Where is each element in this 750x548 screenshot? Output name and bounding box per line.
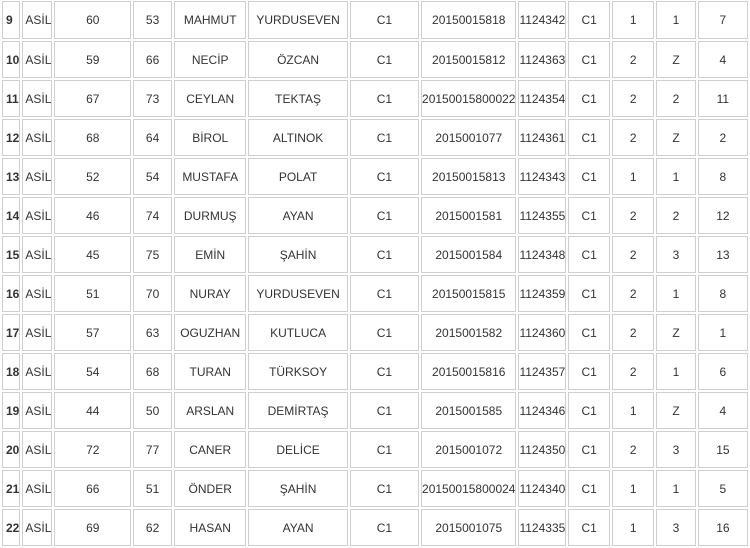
- rank-cell: 16: [698, 509, 748, 546]
- reference-number-cell: 2015001581: [421, 197, 516, 234]
- class-cell-2: C1: [568, 509, 610, 546]
- table-row: [2, 509, 748, 546]
- class-cell: C1: [350, 158, 419, 195]
- row-number: 10: [2, 41, 20, 78]
- class-cell-2: C1: [568, 119, 610, 156]
- first-name-cell: NURAY: [174, 275, 246, 312]
- id-number-cell: 1124335: [518, 509, 566, 546]
- class-cell: C1: [350, 119, 419, 156]
- code-cell: Z: [656, 41, 695, 78]
- rank-cell: 11: [698, 80, 748, 117]
- rank-cell: 12: [698, 197, 748, 234]
- reference-number-cell: 20150015800024: [421, 470, 516, 507]
- last-name-cell: ÖZCAN: [248, 41, 347, 78]
- row-number: 19: [2, 392, 20, 429]
- group-cell: 1: [612, 392, 654, 429]
- class-cell-2: C1: [568, 41, 610, 78]
- reference-number-cell: 20150015818: [421, 1, 516, 39]
- score-a-cell: 67: [54, 80, 131, 117]
- last-name-cell: DEMİRTAŞ: [248, 392, 347, 429]
- rank-cell: 5: [698, 470, 748, 507]
- class-cell: C1: [350, 41, 419, 78]
- id-number-cell: 1124363: [518, 41, 566, 78]
- reference-number-cell: 20150015800022: [421, 80, 516, 117]
- row-number: 9: [2, 1, 20, 39]
- class-cell: C1: [350, 236, 419, 273]
- last-name-cell: KUTLUCA: [248, 314, 347, 351]
- row-number: 21: [2, 470, 20, 507]
- code-cell: 3: [656, 236, 695, 273]
- score-a-cell: 51: [54, 275, 131, 312]
- class-cell: C1: [350, 197, 419, 234]
- score-b-cell: 75: [133, 236, 172, 273]
- status-cell: ASİL: [22, 197, 52, 234]
- id-number-cell: 1124357: [518, 353, 566, 390]
- first-name-cell: DURMUŞ: [174, 197, 246, 234]
- group-cell: 2: [612, 197, 654, 234]
- status-cell: ASİL: [22, 158, 52, 195]
- group-cell: 1: [612, 158, 654, 195]
- score-a-cell: 60: [54, 1, 131, 39]
- score-a-cell: 66: [54, 470, 131, 507]
- rank-cell: 15: [698, 431, 748, 468]
- first-name-cell: EMİN: [174, 236, 246, 273]
- class-cell-2: C1: [568, 353, 610, 390]
- status-cell: ASİL: [22, 1, 52, 39]
- class-cell-2: C1: [568, 314, 610, 351]
- code-cell: 2: [656, 197, 695, 234]
- table-row: [2, 275, 748, 312]
- score-b-cell: 54: [133, 158, 172, 195]
- row-number: 15: [2, 236, 20, 273]
- rank-cell: 7: [698, 1, 748, 39]
- class-cell-2: C1: [568, 236, 610, 273]
- score-b-cell: 63: [133, 314, 172, 351]
- first-name-cell: NECİP: [174, 41, 246, 78]
- table-row: [2, 158, 748, 195]
- class-cell-2: C1: [568, 1, 610, 39]
- status-cell: ASİL: [22, 470, 52, 507]
- table-row: [2, 1, 748, 39]
- score-a-cell: 57: [54, 314, 131, 351]
- last-name-cell: AYAN: [248, 509, 347, 546]
- reference-number-cell: 2015001584: [421, 236, 516, 273]
- class-cell: C1: [350, 392, 419, 429]
- status-cell: ASİL: [22, 275, 52, 312]
- table-row: [2, 392, 748, 429]
- first-name-cell: CANER: [174, 431, 246, 468]
- table-row: [2, 119, 748, 156]
- group-cell: 1: [612, 1, 654, 39]
- rank-cell: 13: [698, 236, 748, 273]
- class-cell-2: C1: [568, 275, 610, 312]
- class-cell: C1: [350, 275, 419, 312]
- group-cell: 2: [612, 275, 654, 312]
- score-a-cell: 46: [54, 197, 131, 234]
- reference-number-cell: 20150015812: [421, 41, 516, 78]
- class-cell-2: C1: [568, 80, 610, 117]
- first-name-cell: ARSLAN: [174, 392, 246, 429]
- code-cell: 1: [656, 1, 695, 39]
- score-b-cell: 50: [133, 392, 172, 429]
- class-cell: C1: [350, 1, 419, 39]
- reference-number-cell: 2015001077: [421, 119, 516, 156]
- code-cell: Z: [656, 392, 695, 429]
- first-name-cell: MAHMUT: [174, 1, 246, 39]
- group-cell: 2: [612, 353, 654, 390]
- row-number: 13: [2, 158, 20, 195]
- score-b-cell: 62: [133, 509, 172, 546]
- class-cell: C1: [350, 470, 419, 507]
- first-name-cell: BİROL: [174, 119, 246, 156]
- code-cell: Z: [656, 119, 695, 156]
- score-a-cell: 44: [54, 392, 131, 429]
- row-number: 22: [2, 509, 20, 546]
- score-b-cell: 66: [133, 41, 172, 78]
- table-row: [2, 197, 748, 234]
- score-a-cell: 59: [54, 41, 131, 78]
- class-cell: C1: [350, 509, 419, 546]
- class-cell-2: C1: [568, 431, 610, 468]
- status-cell: ASİL: [22, 392, 52, 429]
- table-row: [2, 41, 748, 78]
- score-a-cell: 45: [54, 236, 131, 273]
- status-cell: ASİL: [22, 353, 52, 390]
- id-number-cell: 1124343: [518, 158, 566, 195]
- reference-number-cell: 20150015816: [421, 353, 516, 390]
- score-a-cell: 68: [54, 119, 131, 156]
- id-number-cell: 1124346: [518, 392, 566, 429]
- id-number-cell: 1124350: [518, 431, 566, 468]
- last-name-cell: POLAT: [248, 158, 347, 195]
- row-number: 20: [2, 431, 20, 468]
- last-name-cell: AYAN: [248, 197, 347, 234]
- reference-number-cell: 2015001072: [421, 431, 516, 468]
- id-number-cell: 1124354: [518, 80, 566, 117]
- score-a-cell: 69: [54, 509, 131, 546]
- code-cell: 1: [656, 158, 695, 195]
- status-cell: ASİL: [22, 41, 52, 78]
- score-a-cell: 54: [54, 353, 131, 390]
- last-name-cell: DELİCE: [248, 431, 347, 468]
- last-name-cell: ŞAHİN: [248, 470, 347, 507]
- last-name-cell: TÜRKSOY: [248, 353, 347, 390]
- score-b-cell: 64: [133, 119, 172, 156]
- group-cell: 2: [612, 431, 654, 468]
- last-name-cell: YURDUSEVEN: [248, 275, 347, 312]
- last-name-cell: ALTINOK: [248, 119, 347, 156]
- group-cell: 1: [612, 470, 654, 507]
- rank-cell: 1: [698, 314, 748, 351]
- id-number-cell: 1124348: [518, 236, 566, 273]
- class-cell-2: C1: [568, 158, 610, 195]
- code-cell: Z: [656, 314, 695, 351]
- status-cell: ASİL: [22, 314, 52, 351]
- id-number-cell: 1124360: [518, 314, 566, 351]
- class-cell: C1: [350, 431, 419, 468]
- class-cell: C1: [350, 353, 419, 390]
- group-cell: 2: [612, 80, 654, 117]
- class-cell: C1: [350, 80, 419, 117]
- first-name-cell: CEYLAN: [174, 80, 246, 117]
- table-row: [2, 314, 748, 351]
- reference-number-cell: 2015001585: [421, 392, 516, 429]
- first-name-cell: OGUZHAN: [174, 314, 246, 351]
- score-a-cell: 52: [54, 158, 131, 195]
- id-number-cell: 1124359: [518, 275, 566, 312]
- reference-number-cell: 2015001075: [421, 509, 516, 546]
- class-cell-2: C1: [568, 392, 610, 429]
- rank-cell: 2: [698, 119, 748, 156]
- id-number-cell: 1124342: [518, 1, 566, 39]
- reference-number-cell: 20150015815: [421, 275, 516, 312]
- status-cell: ASİL: [22, 431, 52, 468]
- last-name-cell: YURDUSEVEN: [248, 1, 347, 39]
- id-number-cell: 1124355: [518, 197, 566, 234]
- rank-cell: 8: [698, 275, 748, 312]
- table-row: [2, 431, 748, 468]
- rank-cell: 8: [698, 158, 748, 195]
- first-name-cell: TURAN: [174, 353, 246, 390]
- class-cell-2: C1: [568, 197, 610, 234]
- group-cell: 2: [612, 41, 654, 78]
- table-row: [2, 470, 748, 507]
- table-row: [2, 353, 748, 390]
- score-b-cell: 73: [133, 80, 172, 117]
- class-cell: C1: [350, 314, 419, 351]
- reference-number-cell: 20150015813: [421, 158, 516, 195]
- last-name-cell: TEKTAŞ: [248, 80, 347, 117]
- id-number-cell: 1124340: [518, 470, 566, 507]
- status-cell: ASİL: [22, 119, 52, 156]
- row-number: 12: [2, 119, 20, 156]
- row-number: 14: [2, 197, 20, 234]
- code-cell: 3: [656, 509, 695, 546]
- score-b-cell: 53: [133, 1, 172, 39]
- first-name-cell: ÖNDER: [174, 470, 246, 507]
- table-row: [2, 236, 748, 273]
- reference-number-cell: 2015001582: [421, 314, 516, 351]
- score-b-cell: 68: [133, 353, 172, 390]
- code-cell: 1: [656, 353, 695, 390]
- group-cell: 2: [612, 236, 654, 273]
- score-b-cell: 74: [133, 197, 172, 234]
- rank-cell: 4: [698, 392, 748, 429]
- table-row: [2, 80, 748, 117]
- score-b-cell: 77: [133, 431, 172, 468]
- score-b-cell: 51: [133, 470, 172, 507]
- group-cell: 1: [612, 509, 654, 546]
- score-a-cell: 72: [54, 431, 131, 468]
- score-b-cell: 70: [133, 275, 172, 312]
- status-cell: ASİL: [22, 509, 52, 546]
- rank-cell: 4: [698, 41, 748, 78]
- status-cell: ASİL: [22, 236, 52, 273]
- id-number-cell: 1124361: [518, 119, 566, 156]
- table-body: [2, 1, 748, 546]
- row-number: 16: [2, 275, 20, 312]
- first-name-cell: MUSTAFA: [174, 158, 246, 195]
- last-name-cell: ŞAHİN: [248, 236, 347, 273]
- code-cell: 3: [656, 431, 695, 468]
- row-number: 17: [2, 314, 20, 351]
- rank-cell: 6: [698, 353, 748, 390]
- row-number: 11: [2, 80, 20, 117]
- group-cell: 2: [612, 119, 654, 156]
- row-number: 18: [2, 353, 20, 390]
- group-cell: 2: [612, 314, 654, 351]
- code-cell: 1: [656, 275, 695, 312]
- status-cell: ASİL: [22, 80, 52, 117]
- first-name-cell: HASAN: [174, 509, 246, 546]
- code-cell: 2: [656, 80, 695, 117]
- code-cell: 1: [656, 470, 695, 507]
- class-cell-2: C1: [568, 470, 610, 507]
